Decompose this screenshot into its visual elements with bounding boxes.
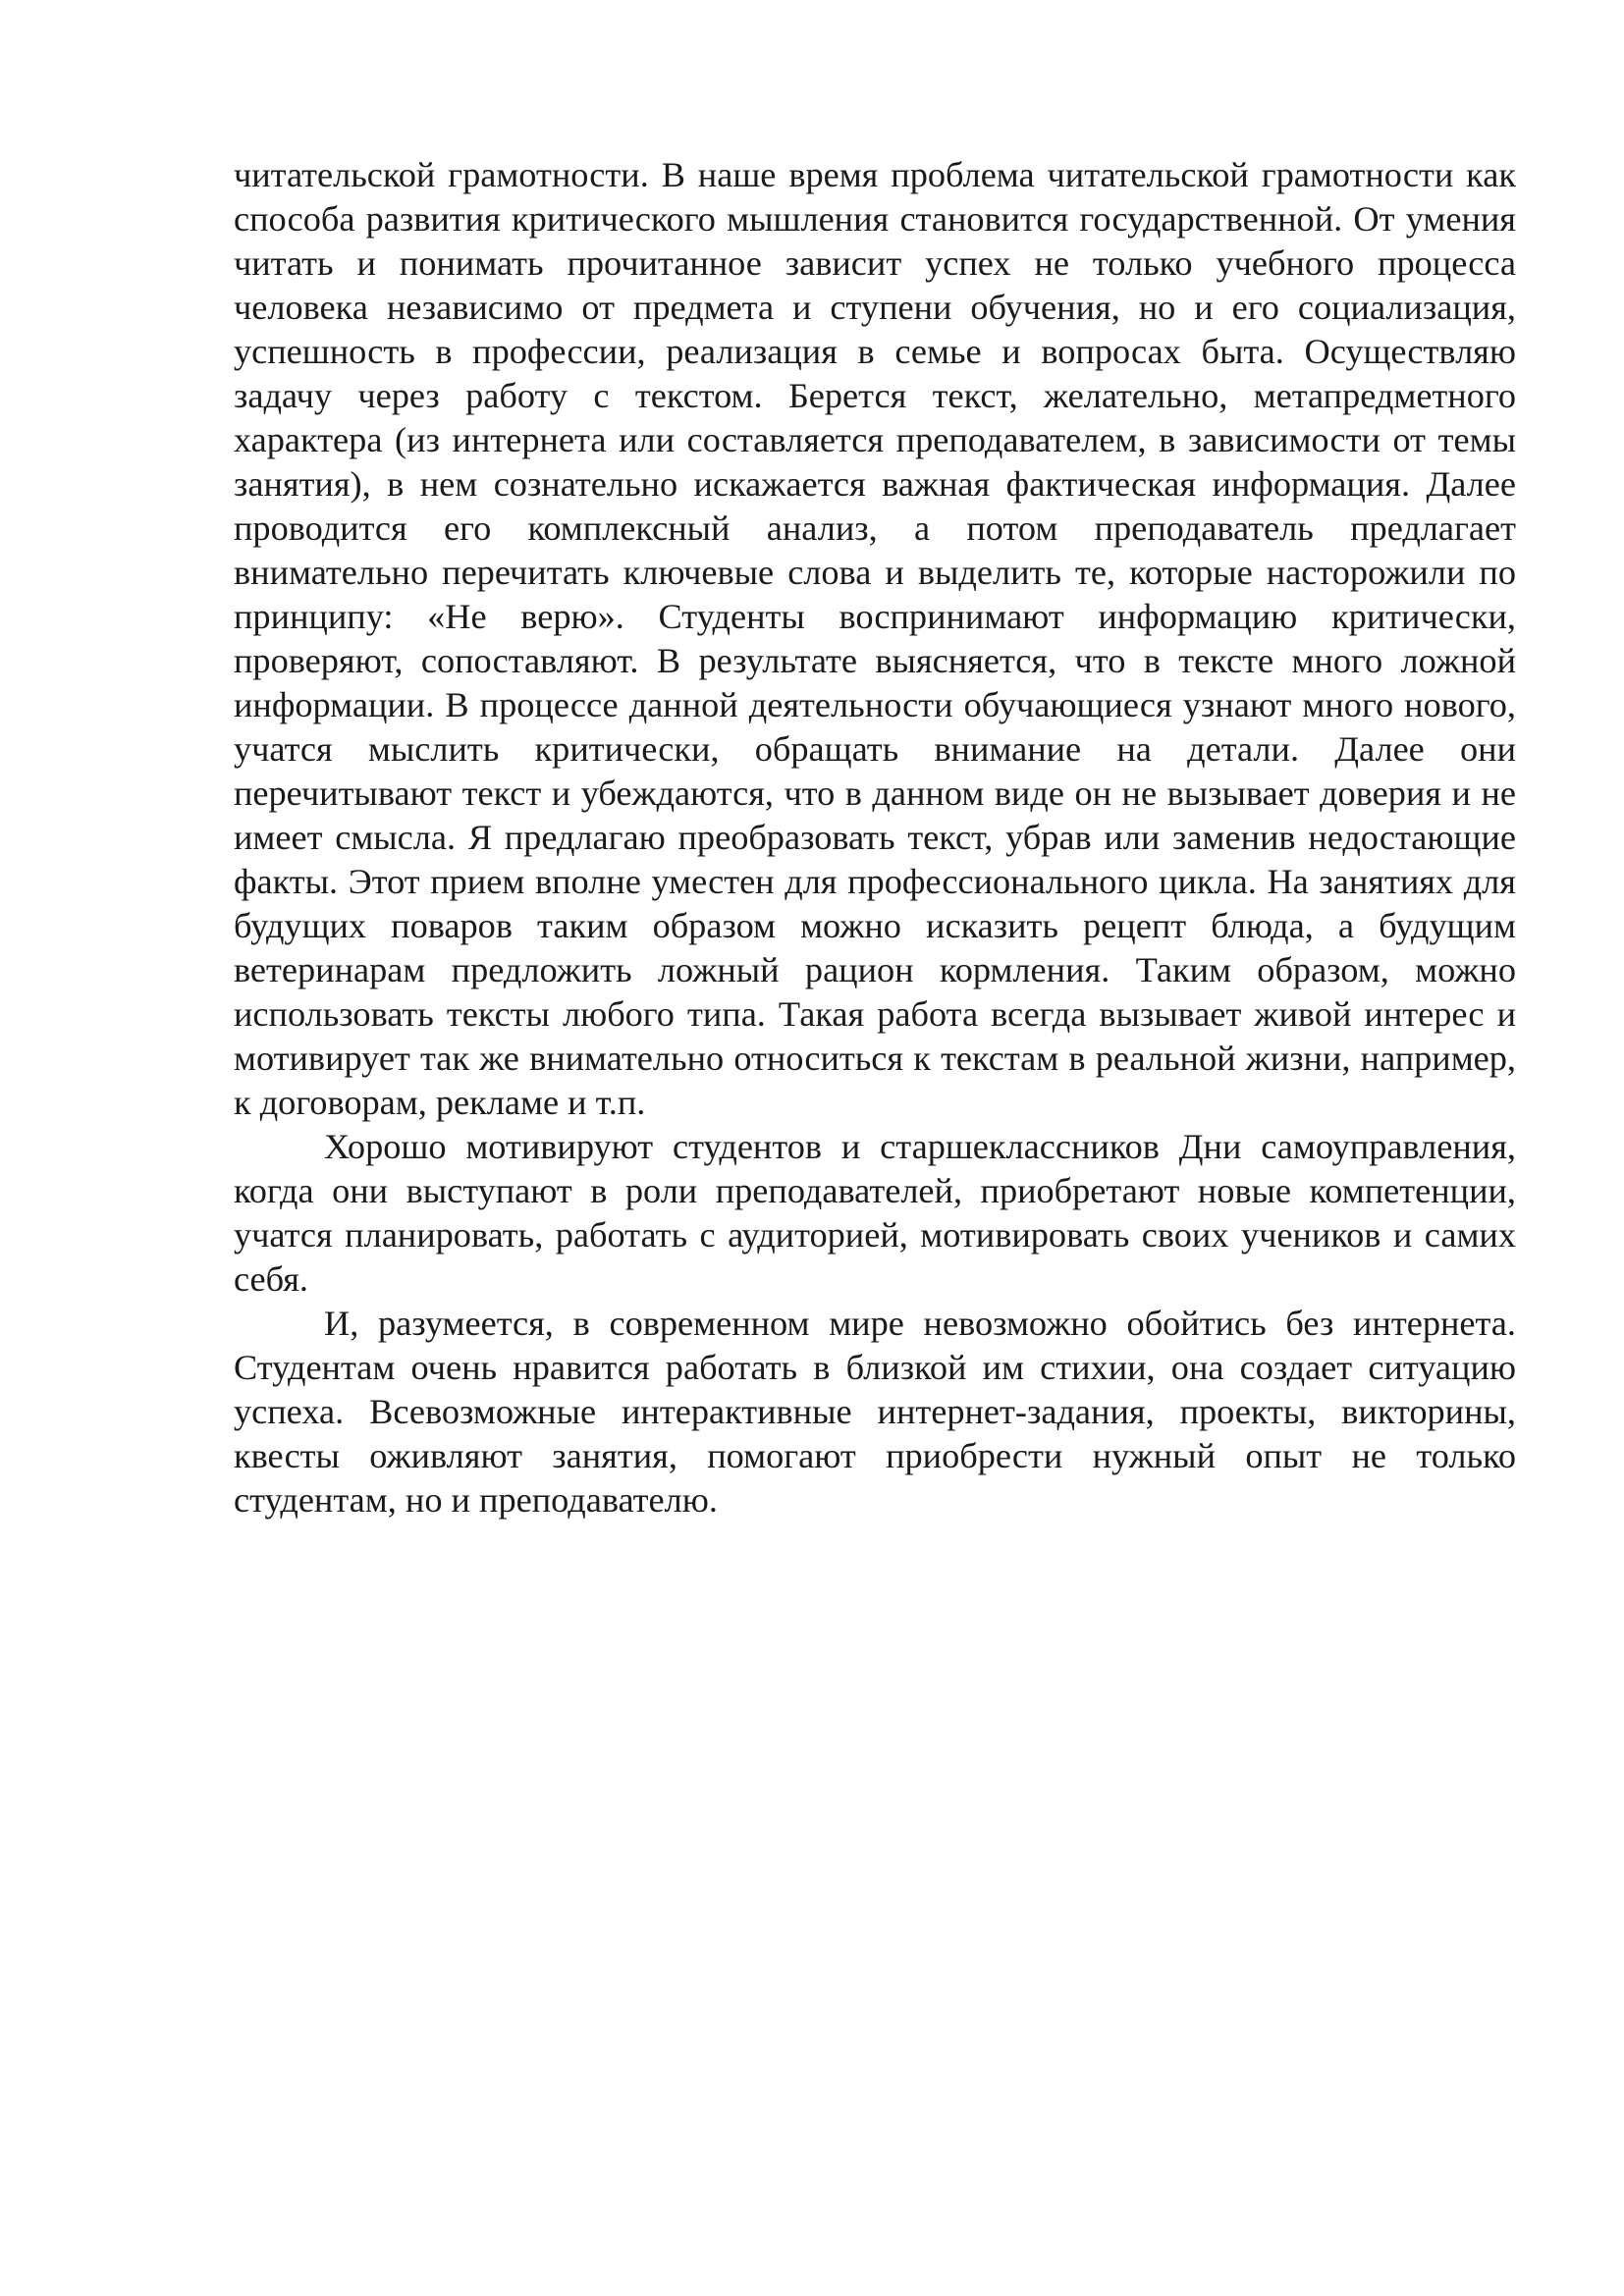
paragraph-self-governance-days: Хорошо мотивируют студентов и старшеклассников Дни самоуправления, когда они выступают в роли преподавателей, приобретают новые компетенции, учатся планировать, работать с аудиторией, мотивировать своих учеников и самих себя. bbox=[234, 1127, 1516, 1299]
document-body bbox=[234, 153, 1516, 1522]
paragraph-reading-literacy: читательской грамотности. В наше время проблема читательской грамотности как способа развития критического мышления становится государственной. От умения читать и понимать прочитанное зависит успех не только учебного процесса человека независимо от предмета и ступени обучения, но и его социализация, успешность в профессии, реализация в семье и вопросах быта. Осуществляю задачу через работу с текстом. Берется текст, желательно, метапредметного характера (из интернета или составляется преподавателем, в зависимости от темы занятия), в нем сознательно искажается важная фактическая информация. Далее проводится его комплексный анализ, а потом преподаватель предлагает внимательно перечитать ключевые слова и выделить те, которые насторожили по принципу: «Не верю». Студенты воспринимают информацию критически, проверяют, сопоставляют. В результате выясняется, что в тексте много ложной информации. В процессе данной деятельности обучающиеся узнают много нового, учатся мыслить критически, обращать внимание на детали. Далее они перечитывают текст и убеждаются, что в данном виде он не вызывает доверия и не имеет смысла. Я предлагаю преобразовать текст, убрав или заменив недостающие факты. Этот прием вполне уместен для профессионального цикла. На занятиях для будущих поваров таким образом можно исказить рецепт блюда, а будущим ветеринарам предложить ложный рацион кормления. Таким образом, можно использовать тексты любого типа. Такая работа всегда вызывает живой интерес и мотивирует так же внимательно относиться к текстам в реальной жизни, например, к договорам, рекламе и т.п. bbox=[234, 155, 1516, 1122]
paragraph-internet-tasks: И, разумеется, в современном мире невозможно обойтись без интернета. Студентам очень нравится работать в близкой им стихии, она создает ситуацию успеха. Всевозможные интерактивные интернет-задания, проекты, викторины, квесты оживляют занятия, помогают приобрести нужный опыт не только студентам, но и преподавателю. bbox=[234, 1304, 1516, 1520]
